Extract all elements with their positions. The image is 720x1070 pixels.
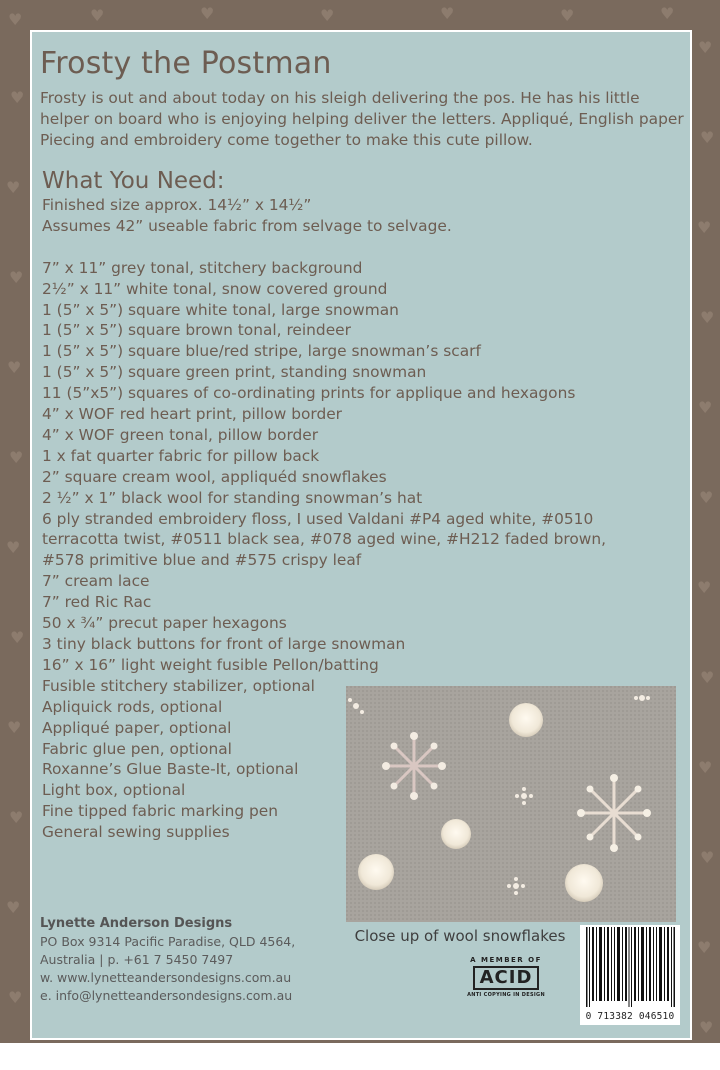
acid-logo: ACID [473,966,540,990]
intro-paragraph: Frosty is out and about today on his sleigh delivering the pos. He has his little helper on board who is enjoying helping deliver the letters. Appliqué, English paper Piecing and embroidery come together to make this cute pillow. [40,89,684,149]
heart-icon: ♥ [700,128,715,147]
wool-snowflakes-photo [346,686,676,922]
requirement-line: General sewing supplies [42,823,230,842]
requirement-line: 7” red Ric Rac [42,593,152,612]
heart-icon: ♥ [440,4,455,23]
requirement-line: Fine tipped fabric marking pen [42,802,279,821]
requirement-line: 6 ply stranded embroidery floss, I used Valdani #P4 aged white, #0510 [42,509,594,528]
heart-icon: ♥ [6,538,21,557]
heart-icon: ♥ [700,668,715,687]
heart-icon: ♥ [8,988,23,1007]
requirement-line: 4” x WOF green tonal, pillow border [42,425,319,444]
heart-icon: ♥ [8,10,23,29]
company-info [40,915,295,1005]
company-address-line-1: PO Box 9314 Pacific Paradise, QLD 4564, [40,934,296,949]
heart-icon: ♥ [10,628,25,647]
list-spacer [42,237,606,258]
acid-member-label: A MEMBER OF [470,956,542,964]
requirement-line: 50 x ¾” precut paper hexagons [42,614,287,633]
requirement-line: Appliqué paper, optional [42,718,232,737]
heart-icon: ♥ [660,4,675,23]
heart-icon: ♥ [700,848,715,867]
requirement-line: Fabric glue pen, optional [42,739,232,758]
heart-icon: ♥ [700,308,715,327]
requirement-line: 2” square cream wool, appliquéd snowflakes [42,467,387,486]
heart-icon: ♥ [560,6,575,25]
heart-icon: ♥ [320,6,335,25]
requirement-line: 3 tiny black buttons for front of large snowman [42,635,406,654]
requirement-line: #578 primitive blue and #575 crispy leaf [42,551,362,570]
requirement-line: 4” x WOF red heart print, pillow border [42,405,343,424]
heart-icon: ♥ [90,6,105,25]
heart-icon: ♥ [698,38,713,57]
requirement-line: Light box, optional [42,781,186,800]
heart-icon: ♥ [698,758,713,777]
barcode [580,925,680,1025]
requirement-line: Fusible stitchery stabilizer, optional [42,676,315,695]
requirement-line: 11 (5”x5”) squares of co-ordinating prints for applique and hexagons [42,384,576,403]
requirement-line: 1 (5” x 5”) square blue/red stripe, large snowman’s scarf [42,342,481,361]
acid-tagline: ANTI COPYING IN DESIGN [467,992,545,998]
snowflake-embroidery-image [346,686,676,922]
heart-icon: ♥ [200,4,215,23]
acid-member-badge [456,956,556,996]
company-website: w. www.lynetteandersondesigns.com.au [40,970,292,985]
heart-icon: ♥ [697,938,712,957]
requirement-line: 1 (5” x 5”) square brown tonal, reindeer [42,321,351,340]
content-panel [30,30,692,1040]
heart-icon: ♥ [7,718,22,737]
heart-icon: ♥ [9,448,24,467]
requirement-line: Roxanne’s Glue Baste-It, optional [42,760,299,779]
requirement-line: 7” x 11” grey tonal, stitchery background [42,258,363,277]
barcode-bars [584,927,676,1007]
company-email: e. info@lynetteandersondesigns.com.au [40,988,293,1003]
page-title: Frosty the Postman [40,46,332,81]
heart-icon: ♥ [9,268,24,287]
heart-icon: ♥ [697,218,712,237]
company-name: Lynette Anderson Designs [40,916,233,931]
requirement-line: Finished size approx. 14½” x 14½” [42,196,312,214]
requirement-line: terracotta twist, #0511 black sea, #078 aged wine, #H212 faded brown, [42,530,606,549]
requirement-line: 1 x fat quarter fabric for pillow back [42,446,320,465]
heart-icon: ♥ [10,88,25,107]
company-address-line-2: Australia | p. +61 7 5450 7497 [40,952,234,967]
requirement-line: 1 (5” x 5”) square green print, standing snowman [42,363,427,382]
heart-icon: ♥ [697,578,712,597]
requirement-line: Apliquick rods, optional [42,697,223,716]
requirement-line: 2½” x 11” white tonal, snow covered ground [42,279,388,298]
requirement-line: Assumes 42” useable fabric from selvage to selvage. [42,216,452,235]
requirement-line: 2 ½” x 1” black wool for standing snowman’s hat [42,488,423,507]
heart-icon: ♥ [7,358,22,377]
heart-icon: ♥ [699,1018,714,1037]
photo-caption: Close up of wool snowflakes [354,927,566,945]
heart-icon: ♥ [6,178,21,197]
heart-icon: ♥ [6,898,21,917]
barcode-number: 0 713382 046510 [585,1011,675,1022]
heart-icon: ♥ [698,398,713,417]
requirement-line: 7” cream lace [42,572,150,591]
requirement-line: 16” x 16” light weight fusible Pellon/batting [42,655,379,674]
what-you-need-heading: What You Need: [42,168,225,194]
heart-icon: ♥ [699,488,714,507]
requirement-line: 1 (5” x 5”) square white tonal, large snowman [42,300,399,319]
heart-icon: ♥ [9,808,24,827]
